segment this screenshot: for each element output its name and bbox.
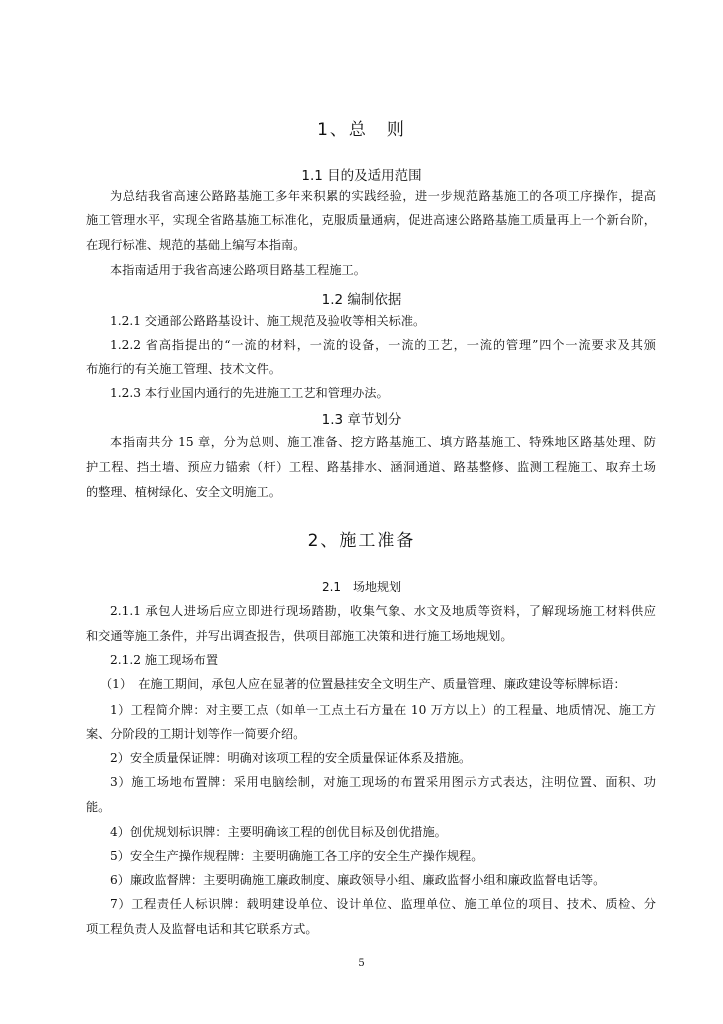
heading-1-3: 1.3 章节划分	[321, 412, 402, 428]
item-1-2-3: 1.2.3 本行业国内通行的先进施工工艺和管理办法。	[110, 386, 389, 400]
item-2-1-1-line-1: 2.1.1 承包人进场后应立即进行现场踏勘，收集气象、水文及地质等资料，了解现场施工材料供应	[110, 604, 656, 618]
para-1-3-line-1: 本指南共分 15 章，分为总则、施工准备、挖方路基施工、填方路基施工、特殊地区路基处理、防	[110, 435, 656, 449]
heading-1-2: 1.2 编制依据	[321, 292, 402, 308]
bullet-7-line-2: 项工程负责人及监督电话和其它联系方式。	[86, 922, 318, 936]
bullet-5: 5）安全生产操作规程牌：主要明确施工各工序的安全生产操作规程。	[110, 849, 484, 863]
para-1-1-scope: 本指南适用于我省高速公路项目路基工程施工。	[110, 263, 366, 277]
item-1-2-2-line-2: 布施行的有关施工管理、技术文件。	[86, 362, 281, 376]
item-1-2-2-line-1: 1.2.2 省高指提出的“一流的材料，一流的设备，一流的工艺，一流的管理”四个一流要求及其颁	[110, 338, 656, 352]
para-1-3-line-3: 的整理、植树绿化、安全文明施工。	[86, 485, 281, 499]
item-2-1-2: 2.1.2 施工现场布置	[110, 653, 219, 667]
bullet-1-line-1: 1）工程简介牌：对主要工点（如单一工点土石方量在 10 万方以上）的工程量、地质情况、施工方	[110, 703, 656, 717]
bullet-2: 2）安全质量保证牌：明确对该项工程的安全质量保证体系及措施。	[110, 751, 472, 765]
para-1-1-line-1: 为总结我省高速公路路基施工多年来积累的实践经验，进一步规范路基施工的各项工序操作，提高	[110, 189, 656, 203]
section-2-title: 2、施工准备	[307, 531, 416, 551]
para-1-1-line-3: 在现行标准、规范的基础上编写本指南。	[86, 238, 306, 252]
bullet-6: 6）廉政监督牌：主要明确施工廉政制度、廉政领导小组、廉政监督小组和廉政监督电话等。	[110, 873, 606, 887]
item-2-1-2-1: （1） 在施工期间，承包人应在显著的位置悬挂安全文明生产、质量管理、廉政建设等标牌标语：	[100, 677, 626, 691]
section-1-title: 1、总 则	[317, 120, 406, 140]
bullet-4: 4）创优规划标识牌：主要明确该工程的创优目标及创优措施。	[110, 825, 447, 839]
bullet-3-line-1: 3）施工场地布置牌：采用电脑绘制，对施工现场的布置采用图示方式表达，注明位置、面积、功	[110, 775, 656, 789]
para-1-1-line-2: 施工管理水平，实现全省路基施工标准化，克服质量通病，促进高速公路路基施工质量再上一个新台阶，	[86, 213, 656, 227]
page-number: 5	[358, 958, 365, 969]
bullet-1-line-2: 案、分阶段的工期计划等作一简要介绍。	[86, 727, 306, 741]
para-1-3-line-2: 护工程、挡土墙、预应力锚索（杆）工程、路基排水、涵洞通道、路基整修、监测工程施工、取弃土场	[86, 460, 656, 474]
bullet-3-line-2: 能。	[86, 800, 111, 814]
bullet-7-line-1: 7）工程责任人标识牌：载明建设单位、设计单位、监理单位、施工单位的项目、技术、质检、分	[110, 897, 656, 911]
heading-1-1: 1.1 目的及适用范围	[301, 168, 422, 184]
item-2-1-1-line-2: 和交通等施工条件，并写出调查报告，供项目部施工决策和进行施工场地规划。	[86, 629, 513, 643]
item-1-2-1: 1.2.1 交通部公路路基设计、施工规范及验收等相关标准。	[110, 314, 426, 328]
heading-2-1: 2.1 场地规划	[321, 580, 402, 594]
